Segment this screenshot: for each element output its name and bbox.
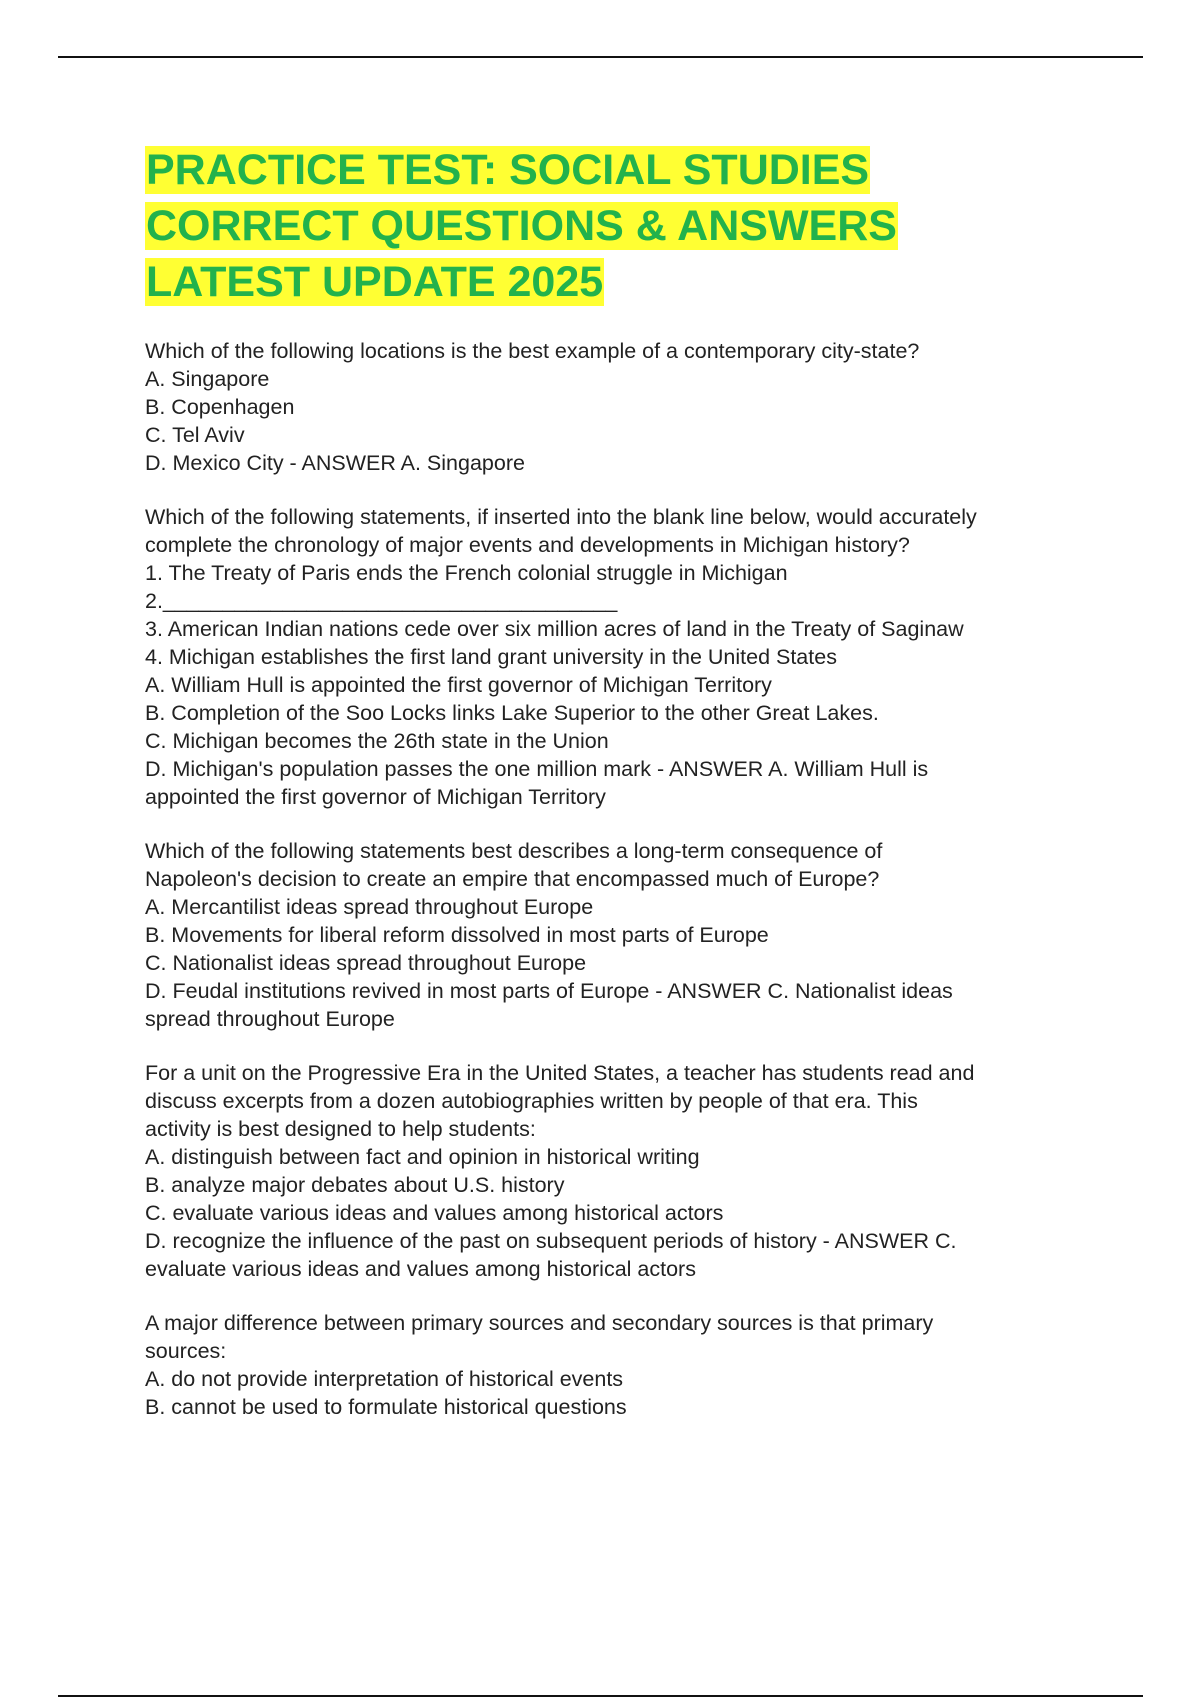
top-rule: [58, 56, 1143, 58]
question-line: C. Michigan becomes the 26th state in the Union: [145, 729, 609, 753]
question-line: For a unit on the Progressive Era in the United States, a teacher has students read and: [145, 1061, 975, 1085]
question-block: [145, 337, 1095, 477]
question-block: [145, 503, 1095, 811]
question-line: C. Nationalist ideas spread throughout Europe: [145, 951, 587, 975]
question-line: A. distinguish between fact and opinion in historical writing: [145, 1145, 700, 1169]
question-list: [145, 337, 1095, 1421]
question-line: 4. Michigan establishes the first land grant university in the United States: [145, 645, 837, 669]
title-line: LATEST UPDATE 2025: [146, 258, 604, 306]
question-line: B. Completion of the Soo Locks links Lake Superior to the other Great Lakes.: [145, 701, 879, 725]
question-line: Which of the following statements best describes a long-term consequence of: [145, 839, 883, 863]
question-line: Which of the following locations is the best example of a contemporary city-state?: [145, 339, 920, 363]
question-line: discuss excerpts from a dozen autobiographies written by people of that era. This: [145, 1089, 918, 1113]
question-line: A. William Hull is appointed the first governor of Michigan Territory: [145, 673, 772, 697]
question-line: appointed the first governor of Michigan Territory: [145, 785, 606, 809]
question-block: [145, 1059, 1095, 1283]
question-line: B. analyze major debates about U.S. history: [145, 1173, 565, 1197]
question-line: A major difference between primary sources and secondary sources is that primary: [145, 1311, 934, 1335]
question-line: D. Michigan's population passes the one million mark - ANSWER A. William Hull is: [145, 757, 929, 781]
question-line: spread throughout Europe: [145, 1007, 395, 1031]
question-block: [145, 837, 1095, 1033]
document-body: [145, 142, 1095, 1447]
question-line: A. Singapore: [145, 367, 270, 391]
bottom-rule: [58, 1695, 1143, 1697]
question-line: C. Tel Aviv: [145, 423, 245, 447]
question-line: B. Movements for liberal reform dissolved in most parts of Europe: [145, 923, 769, 947]
question-line: complete the chronology of major events and developments in Michigan history?: [145, 533, 910, 557]
question-line: Which of the following statements, if inserted into the blank line below, would accurately: [145, 505, 977, 529]
question-line: A. Mercantilist ideas spread throughout Europe: [145, 895, 594, 919]
document-title: [145, 142, 1095, 310]
question-line: A. do not provide interpretation of historical events: [145, 1367, 624, 1391]
question-line: activity is best designed to help students:: [145, 1117, 536, 1141]
title-line: PRACTICE TEST: SOCIAL STUDIES: [146, 146, 870, 194]
question-line: 2.______________________________________: [145, 589, 618, 613]
question-line: B. cannot be used to formulate historical questions: [145, 1395, 627, 1419]
question-line: D. Feudal institutions revived in most parts of Europe - ANSWER C. Nationalist ideas: [145, 979, 953, 1003]
title-line: CORRECT QUESTIONS & ANSWERS: [146, 202, 897, 250]
question-line: D. Mexico City - ANSWER A. Singapore: [145, 451, 525, 475]
question-line: C. evaluate various ideas and values among historical actors: [145, 1201, 724, 1225]
question-line: evaluate various ideas and values among historical actors: [145, 1257, 696, 1281]
question-line: 1. The Treaty of Paris ends the French colonial struggle in Michigan: [145, 561, 788, 585]
question-line: sources:: [145, 1339, 227, 1363]
question-line: Napoleon's decision to create an empire that encompassed much of Europe?: [145, 867, 880, 891]
question-block: [145, 1309, 1095, 1421]
question-line: 3. American Indian nations cede over six million acres of land in the Treaty of Saginaw: [145, 617, 964, 641]
question-line: B. Copenhagen: [145, 395, 295, 419]
question-line: D. recognize the influence of the past on subsequent periods of history - ANSWER C.: [145, 1229, 957, 1253]
